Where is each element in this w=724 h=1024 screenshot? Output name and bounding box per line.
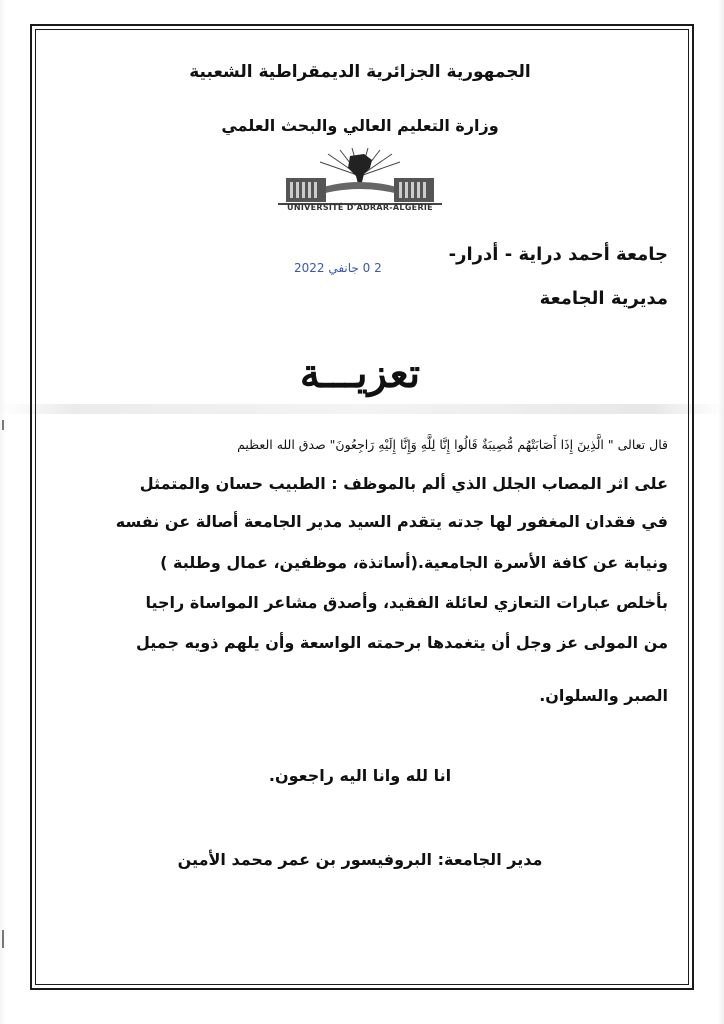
- body-line: من المولى عز وجل أن يتغمدها برحمته الواسعة وأن يلهم ذويه جميل: [135, 633, 668, 652]
- body-line: بأخلص عبارات التعازي لعائلة الفقيد، وأصدق مشاعر المواساة راجيا: [145, 593, 668, 612]
- building-right-icon: [394, 178, 434, 202]
- africa-map-icon: [348, 154, 372, 184]
- margin-mark: [2, 420, 4, 430]
- body-line: في فقدان المغفور لها جدته يتقدم السيد مدير الجامعة أصالة عن نفسه: [115, 512, 668, 531]
- university-name: جامعة أحمد دراية - أدرار-: [448, 244, 668, 265]
- scan-streak: [0, 404, 724, 414]
- date-stamp: 2 0 جانفي 2022: [294, 261, 382, 275]
- signature-line: مدير الجامعة: البروفيسور بن عمر محمد الأمين: [177, 850, 543, 869]
- directorate-name: مديرية الجامعة: [539, 288, 668, 309]
- body-line: الصبر والسلوان.: [539, 686, 668, 705]
- quran-verse: قال تعالى " الَّذِينَ إِذَا أَصَابَتْهُم مُّصِيبَةٌ قَالُوا إِنَّا لِلَّهِ وَإِنَّا إِلَيْهِ رَاجِعُونَ" صدق الله العظيم: [237, 437, 668, 452]
- document-title: تعزيـــة: [299, 350, 421, 397]
- republic-heading: الجمهورية الجزائرية الديمقراطية الشعبية: [189, 62, 531, 82]
- building-left-icon: [286, 178, 326, 202]
- logo-caption: UNIVERSITÉ D'ADRAR-ALGERIE: [287, 203, 433, 212]
- body-line: ونيابة عن كافة الأسرة الجامعية.(أساتذة، موظفين، عمال وطلبة ): [160, 553, 668, 572]
- margin-mark: [2, 930, 4, 948]
- ministry-heading: وزارة التعليم العالي والبحث العلمي: [221, 116, 499, 135]
- closing-phrase: انا لله وانا اليه راجعون.: [268, 766, 452, 785]
- body-line: على اثر المصاب الجلل الذي ألم بالموظف : الطبيب حسان والمتمثل: [139, 474, 668, 493]
